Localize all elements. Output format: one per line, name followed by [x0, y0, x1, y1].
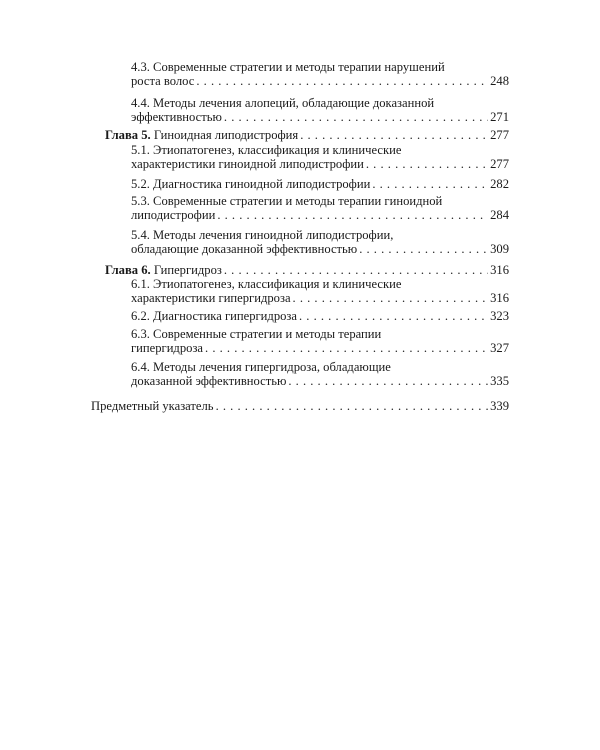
- toc-entry-6-4[interactable]: [131, 360, 509, 388]
- toc-entry-title-line: 5.2. Диагностика гиноидной липодистрофии: [131, 177, 371, 191]
- page-number: 316: [490, 263, 509, 277]
- dot-leader: [224, 263, 488, 277]
- chapter-heading: [105, 128, 298, 142]
- chapter-title: Гипергидроз: [153, 263, 222, 277]
- toc-entry-title-line: 5.1. Этиопатогенез, классификация и клинические: [131, 143, 402, 157]
- page-number: 284: [490, 208, 509, 222]
- dot-leader: [359, 242, 488, 256]
- page-number: 277: [490, 128, 509, 142]
- toc-entry-title-line: 4.4. Методы лечения алопеций, обладающие доказанной: [131, 96, 435, 110]
- toc-entry-title-line: характеристики гипергидроза: [131, 291, 291, 305]
- chapter-label: Глава 6.: [105, 263, 151, 277]
- toc-entry-title-line: доказанной эффективностью: [131, 374, 287, 388]
- toc-entry-6-2[interactable]: [131, 309, 509, 323]
- toc-entry-title-line: 6.4. Методы лечения гипергидроза, обладающие: [131, 360, 391, 374]
- chapter-label: Глава 5.: [105, 128, 151, 142]
- toc-entry-title-line: роста волос: [131, 74, 195, 88]
- toc-entry-6-3[interactable]: [131, 327, 509, 355]
- dot-leader: [196, 74, 488, 88]
- page-number: 339: [490, 399, 509, 413]
- toc-entry-title-line: 4.3. Современные стратегии и методы терапии нарушений: [131, 60, 445, 74]
- dot-leader: [366, 157, 488, 171]
- dot-leader: [293, 291, 489, 305]
- toc-entry-6-1[interactable]: [131, 277, 509, 305]
- toc-entry-5-3[interactable]: [131, 194, 509, 222]
- toc-entry-4-4[interactable]: [131, 96, 509, 124]
- toc-entry-title-line: гипергидроза: [131, 341, 204, 355]
- page-number: 327: [490, 341, 509, 355]
- toc-entry-title-line: эффективностью: [131, 110, 222, 124]
- toc-entry-title-line: 6.3. Современные стратегии и методы терапии: [131, 327, 382, 341]
- page-number: 335: [490, 374, 509, 388]
- toc-entry-title-line: 5.3. Современные стратегии и методы терапии гиноидной: [131, 194, 443, 208]
- page-number: 282: [490, 177, 509, 191]
- toc-chapter-5[interactable]: [105, 128, 509, 142]
- toc-chapter-6[interactable]: [105, 263, 509, 277]
- index-title: Предметный указатель: [91, 399, 214, 413]
- dot-leader: [300, 128, 488, 142]
- toc-entry-title-line: характеристики гиноидной липодистрофии: [131, 157, 364, 171]
- toc-index[interactable]: [91, 399, 509, 413]
- toc-entry-5-1[interactable]: [131, 143, 509, 171]
- dot-leader: [288, 374, 488, 388]
- toc-entry-title-line: липодистрофии: [131, 208, 216, 222]
- toc-entry-title-line: 5.4. Методы лечения гиноидной липодистрофии,: [131, 228, 394, 242]
- dot-leader: [217, 208, 488, 222]
- page-number: 323: [490, 309, 509, 323]
- toc-entry-title-line: 6.2. Диагностика гипергидроза: [131, 309, 297, 323]
- page-number: 277: [490, 157, 509, 171]
- chapter-heading: [105, 263, 222, 277]
- page-number: 248: [490, 74, 509, 88]
- dot-leader: [216, 399, 489, 413]
- toc-entry-5-2[interactable]: [131, 177, 509, 191]
- dot-leader: [205, 341, 488, 355]
- toc-entry-title-line: обладающие доказанной эффективностью: [131, 242, 358, 256]
- page-number: 316: [490, 291, 509, 305]
- chapter-title: Гиноидная липодистрофия: [153, 128, 299, 142]
- page-number: 309: [490, 242, 509, 256]
- dot-leader: [299, 309, 488, 323]
- dot-leader: [224, 110, 488, 124]
- toc-entry-title-line: 6.1. Этиопатогенез, классификация и клинические: [131, 277, 402, 291]
- dot-leader: [372, 177, 488, 191]
- toc-entry-5-4[interactable]: [131, 228, 509, 256]
- page-number: 271: [490, 110, 509, 124]
- toc-entry-4-3[interactable]: [131, 60, 509, 88]
